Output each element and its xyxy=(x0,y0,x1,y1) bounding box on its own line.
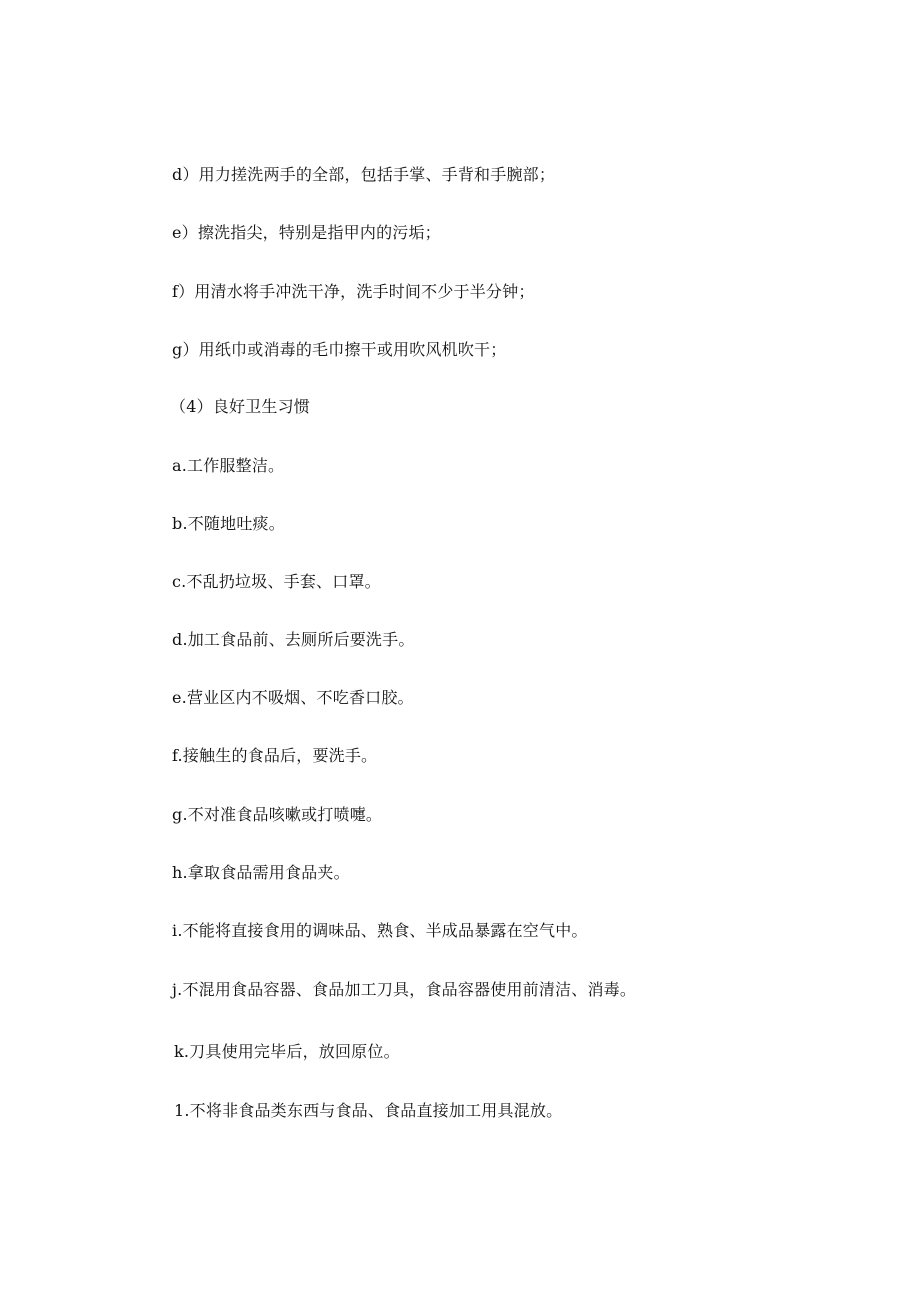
habit-item-i: i.不能将直接食用的调味品、熟食、半成品暴露在空气中。 xyxy=(172,921,588,940)
habit-item-l: 1.不将非食品类东西与食品、食品直接加工用具混放。 xyxy=(174,1101,563,1120)
habit-item-g: g.不对准食品咳嗽或打喷嚏。 xyxy=(172,805,383,824)
habit-item-f: f.接触生的食品后，要洗手。 xyxy=(172,746,378,765)
habit-item-h: h.拿取食品需用食品夹。 xyxy=(172,863,350,882)
handwash-step-d: d）用力搓洗两手的全部，包括手掌、手背和手腕部； xyxy=(172,165,556,184)
habit-item-b: b.不随地吐痰。 xyxy=(172,514,285,533)
habit-item-a: a.工作服整洁。 xyxy=(172,456,285,475)
handwash-step-f: f）用清水将手冲洗干净，洗手时间不少于半分钟； xyxy=(172,282,535,301)
section-heading: （4）良好卫生习惯 xyxy=(170,397,310,416)
habit-item-k: k.刀具使用完毕后，放回原位。 xyxy=(174,1042,400,1061)
habit-item-c: c.不乱扔垃圾、手套、口罩。 xyxy=(172,572,381,591)
habit-item-j: j.不混用食品容器、食品加工刀具，食品容器使用前清洁、消毒。 xyxy=(172,980,637,999)
habit-item-e: e.营业区内不吸烟、不吃香口胶。 xyxy=(172,688,414,707)
handwash-step-e: e）擦洗指尖，特别是指甲内的污垢； xyxy=(172,223,441,242)
handwash-step-g: g）用纸巾或消毒的毛巾擦干或用吹风机吹干； xyxy=(172,340,507,359)
habit-item-d: d.加工食品前、去厕所后要洗手。 xyxy=(172,630,415,649)
